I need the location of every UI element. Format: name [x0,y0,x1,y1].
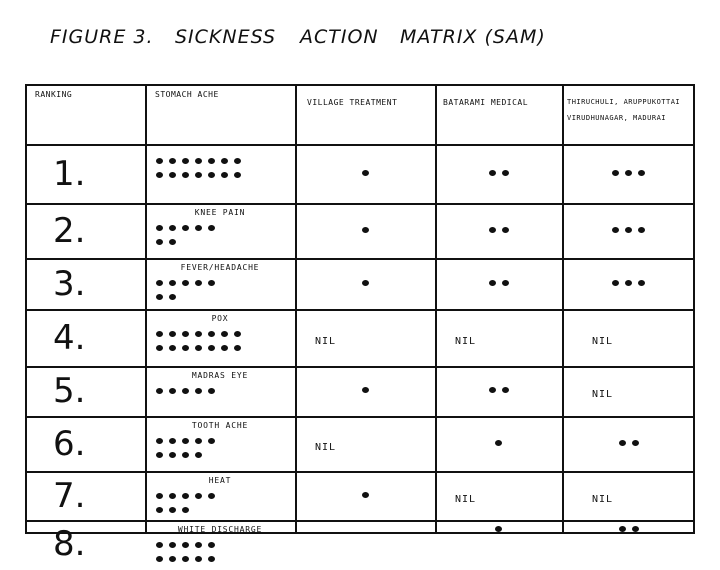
rank-number: 8. [53,524,86,564]
score-dot [182,507,189,513]
score-dot [208,388,215,394]
rank-number: 5. [53,371,86,411]
score-dot [169,225,176,231]
score-dot [195,158,202,164]
dot-group [359,492,374,506]
rank-number: 3. [53,263,86,304]
score-dot [208,493,215,499]
matrix-row [27,309,693,366]
score-dot [234,158,241,164]
rank-number: 6. [53,423,86,464]
nil-label: NIL [592,389,614,400]
score-dot [195,452,202,458]
score-dot [234,345,241,351]
matrix-row [27,203,693,258]
village-cell [295,311,435,366]
thiru-cell [562,146,695,203]
dot-group [609,280,650,294]
dot-group [609,170,650,184]
matrix-row [27,144,693,203]
dot-group [492,526,507,540]
village-cell [295,146,435,203]
score-dot [156,452,163,458]
score-dot [638,227,645,233]
score-dot [502,227,509,233]
nil-label: NIL [455,335,477,347]
sickness-cell [145,311,295,366]
dot-group [616,440,644,454]
dot-group [492,440,507,454]
nil-label: NIL [592,335,614,347]
score-dot [234,331,241,337]
dot-group [153,158,246,186]
score-dot [169,172,176,178]
dot-group [609,227,650,241]
score-dot [169,280,176,286]
score-dot [495,440,502,446]
score-dot [208,438,215,444]
score-dot [489,170,496,176]
score-dot [182,542,189,548]
dot-group [359,170,374,184]
score-dot [195,388,202,394]
score-dot [195,493,202,499]
thiru-cell [562,522,695,534]
dot-group [486,280,514,294]
score-dot [182,388,189,394]
score-dot [169,294,176,300]
score-dot [156,158,163,164]
score-dot [169,542,176,548]
score-dot [489,227,496,233]
score-dot [169,388,176,394]
score-dot [362,280,369,286]
thiru-cell [562,368,695,416]
score-dot [619,440,626,446]
bataram-cell [435,260,562,309]
score-dot [182,172,189,178]
nil-label: NIL [315,335,337,347]
dot-group [153,438,220,466]
score-dot [208,345,215,351]
village-cell [295,418,435,471]
score-dot [156,294,163,300]
score-dot [195,345,202,351]
matrix-row [27,416,693,471]
dot-group [153,542,220,570]
title-word-matrix: MATRIX (SAM) [400,26,546,48]
score-dot [221,172,228,178]
header-virudhunagar: VIRUDHUNAGAR, MADURAI [567,114,667,122]
village-cell [295,522,435,534]
score-dot [182,225,189,231]
score-dot [208,556,215,562]
sickness-label: HEAT [208,476,232,485]
rank-number: 4. [53,317,86,358]
score-dot [638,280,645,286]
score-dot [182,493,189,499]
score-dot [156,388,163,394]
title-word-sickness: SICKNESS [175,26,277,48]
sickness-action-matrix [25,84,695,564]
score-dot [182,158,189,164]
matrix-row [27,520,693,564]
score-dot [156,542,163,548]
score-dot [182,280,189,286]
score-dot [502,387,509,393]
dot-group [153,331,246,359]
matrix-row [27,366,693,416]
sickness-label: FEVER/HEADACHE [180,263,260,272]
thiru-cell [562,311,695,366]
score-dot [156,556,163,562]
sickness-cell [145,205,295,258]
dot-group [153,225,220,253]
nil-label: NIL [592,493,614,505]
village-cell [295,260,435,309]
score-dot [362,170,369,176]
score-dot [182,556,189,562]
dot-group [486,387,514,401]
score-dot [156,331,163,337]
score-dot [495,526,502,532]
bataram-cell [435,473,562,520]
score-dot [156,239,163,245]
sickness-cell [145,418,295,471]
matrix-row [27,471,693,520]
score-dot [182,438,189,444]
sickness-label: MADRAS EYE [191,371,249,380]
score-dot [195,556,202,562]
dot-group [486,227,514,241]
score-dot [625,170,632,176]
score-dot [221,331,228,337]
bataram-cell [435,418,562,471]
sickness-cell [145,522,295,534]
dot-group [153,493,220,521]
score-dot [632,526,639,532]
bataram-cell [435,522,562,534]
score-dot [221,345,228,351]
score-dot [362,492,369,498]
bataram-cell [435,205,562,258]
score-dot [182,331,189,337]
dot-group [153,388,220,402]
score-dot [612,280,619,286]
score-dot [169,452,176,458]
score-dot [234,172,241,178]
score-dot [612,227,619,233]
nil-label: NIL [315,441,337,453]
thiru-cell [562,260,695,309]
score-dot [362,387,369,393]
score-dot [195,172,202,178]
matrix-header-row [27,86,693,144]
score-dot [156,225,163,231]
score-dot [156,172,163,178]
score-dot [195,225,202,231]
sickness-label: KNEE PAIN [194,208,246,217]
score-dot [156,507,163,513]
matrix-row [27,258,693,309]
sickness-label: WHITE DISCHARGE [177,525,263,534]
score-dot [612,170,619,176]
score-dot [195,331,202,337]
score-dot [195,438,202,444]
score-dot [182,452,189,458]
score-dot [489,387,496,393]
sickness-cell [145,146,295,203]
header-batarami-medical: BATARAMI MEDICAL [443,98,529,107]
dot-group [486,170,514,184]
score-dot [156,493,163,499]
score-dot [638,170,645,176]
rank-number: 2. [53,210,86,251]
score-dot [156,438,163,444]
header-ranking: RANKING [35,90,73,99]
bataram-cell [435,311,562,366]
score-dot [169,158,176,164]
nil-label: NIL [455,493,477,505]
dot-group [359,387,374,401]
dot-group [153,280,220,308]
score-dot [156,280,163,286]
score-dot [169,345,176,351]
village-cell [295,368,435,416]
dot-group [359,227,374,241]
score-dot [208,280,215,286]
figure-number: FIGURE 3. [50,26,154,48]
score-dot [195,280,202,286]
score-dot [169,438,176,444]
sickness-label: TOOTH ACHE [191,421,249,430]
score-dot [221,158,228,164]
score-dot [625,227,632,233]
sickness-label: POX [211,314,229,323]
village-cell [295,205,435,258]
score-dot [195,542,202,548]
header-village-treatment: VILLAGE TREATMENT [307,98,398,107]
village-cell [295,473,435,520]
score-dot [502,170,509,176]
figure-title [50,22,670,52]
score-dot [169,493,176,499]
header-sickness: STOMACH ACHE [155,90,219,99]
score-dot [208,542,215,548]
sickness-cell [145,260,295,309]
bataram-cell [435,146,562,203]
score-dot [156,345,163,351]
score-dot [362,227,369,233]
sickness-cell [145,368,295,416]
score-dot [208,158,215,164]
thiru-cell [562,473,695,520]
score-dot [169,556,176,562]
dot-group [616,526,644,540]
score-dot [169,239,176,245]
thiru-cell [562,418,695,471]
rank-number: 7. [53,475,86,516]
score-dot [208,172,215,178]
title-word-action: ACTION [300,26,379,48]
score-dot [208,225,215,231]
score-dot [632,440,639,446]
score-dot [619,526,626,532]
score-dot [182,345,189,351]
sickness-cell [145,473,295,520]
header-thiruchuli: THIRUCHULI, ARUPPUKOTTAI [567,98,681,106]
score-dot [502,280,509,286]
dot-group [359,280,374,294]
bataram-cell [435,368,562,416]
score-dot [625,280,632,286]
score-dot [489,280,496,286]
rank-number: 1. [53,153,86,194]
score-dot [208,331,215,337]
score-dot [169,507,176,513]
thiru-cell [562,205,695,258]
score-dot [169,331,176,337]
